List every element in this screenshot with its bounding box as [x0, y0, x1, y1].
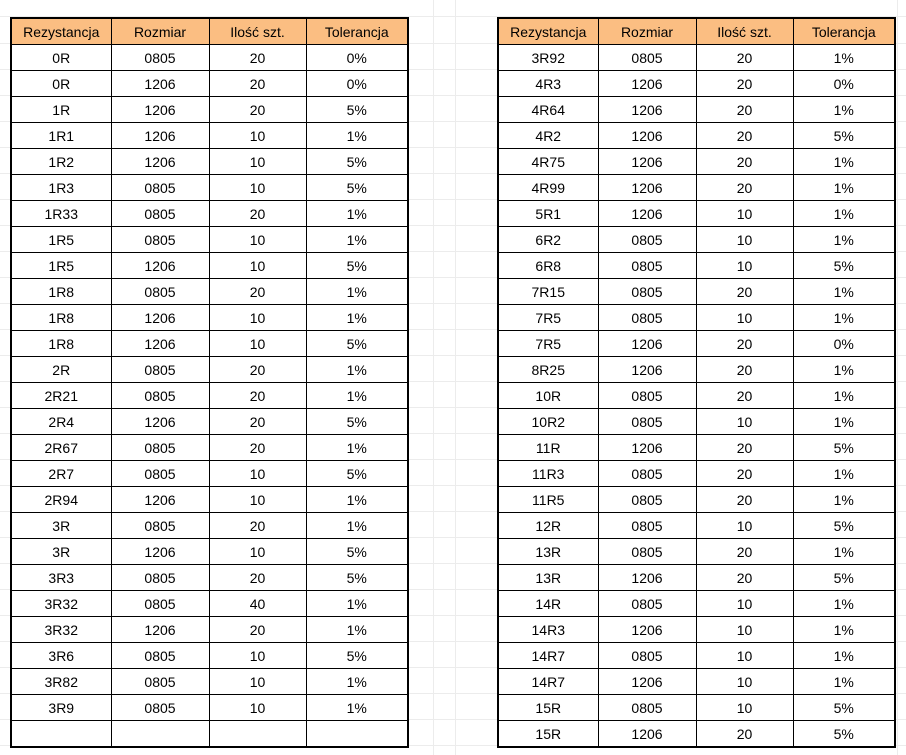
table-row	[498, 201, 895, 227]
table-row	[11, 71, 408, 97]
table-row	[11, 331, 408, 357]
cell: 10	[696, 513, 793, 539]
spreadsheet-gridline-vertical	[433, 0, 434, 755]
cell: 20	[696, 565, 793, 591]
table-row	[498, 721, 895, 748]
cell: 1206	[111, 71, 209, 97]
table-row	[498, 617, 895, 643]
cell: 1%	[306, 227, 408, 253]
cell: 13R	[498, 539, 598, 565]
cell: 10	[209, 149, 306, 175]
table-row	[11, 175, 408, 201]
cell: 15R	[498, 695, 598, 721]
cell: 0%	[793, 331, 895, 357]
cell: 10R2	[498, 409, 598, 435]
column-header: Rezystancja	[11, 18, 111, 45]
cell: 1%	[306, 279, 408, 305]
cell: 0805	[111, 695, 209, 721]
cell: 1206	[598, 71, 696, 97]
cell: 5%	[306, 253, 408, 279]
table-row	[11, 201, 408, 227]
header-row	[11, 18, 408, 45]
table-row	[498, 175, 895, 201]
cell: 20	[209, 383, 306, 409]
table-row	[11, 227, 408, 253]
cell: 1206	[111, 123, 209, 149]
cell: 1%	[793, 539, 895, 565]
cell: 1206	[598, 357, 696, 383]
cell: 1206	[111, 331, 209, 357]
cell: 5%	[306, 331, 408, 357]
cell: 20	[696, 487, 793, 513]
cell: 10	[209, 669, 306, 695]
cell: 1R5	[11, 253, 111, 279]
cell: 10	[209, 253, 306, 279]
cell: 0R	[11, 45, 111, 71]
table-row	[11, 123, 408, 149]
column-header: Ilość szt.	[209, 18, 306, 45]
cell: 1206	[111, 149, 209, 175]
cell: 10	[209, 487, 306, 513]
spreadsheet-gridline-vertical	[455, 0, 456, 755]
cell: 3R9	[11, 695, 111, 721]
cell: 0805	[598, 539, 696, 565]
cell: 1%	[306, 383, 408, 409]
cell: 11R	[498, 435, 598, 461]
cell: 0805	[598, 305, 696, 331]
cell: 4R3	[498, 71, 598, 97]
cell	[306, 721, 408, 748]
cell: 20	[696, 45, 793, 71]
table-row	[498, 565, 895, 591]
cell: 1206	[598, 331, 696, 357]
column-header: Tolerancja	[306, 18, 408, 45]
cell: 4R75	[498, 149, 598, 175]
cell: 0%	[793, 71, 895, 97]
cell: 20	[209, 45, 306, 71]
cell: 40	[209, 591, 306, 617]
cell: 20	[696, 149, 793, 175]
cell: 1R	[11, 97, 111, 123]
cell: 20	[209, 617, 306, 643]
cell: 1%	[793, 487, 895, 513]
cell: 20	[696, 435, 793, 461]
cell: 14R7	[498, 669, 598, 695]
cell: 10	[209, 123, 306, 149]
cell: 0805	[598, 227, 696, 253]
cell: 1%	[306, 695, 408, 721]
cell: 1R33	[11, 201, 111, 227]
cell: 0805	[111, 461, 209, 487]
table-row	[498, 591, 895, 617]
cell: 1206	[111, 409, 209, 435]
cell: 1206	[111, 487, 209, 513]
table-row	[11, 643, 408, 669]
table-row	[498, 695, 895, 721]
cell: 15R	[498, 721, 598, 748]
cell: 3R32	[11, 617, 111, 643]
column-header: Rozmiar	[598, 18, 696, 45]
table-row	[498, 435, 895, 461]
table-row	[498, 45, 895, 71]
cell: 0805	[598, 643, 696, 669]
cell: 0805	[111, 357, 209, 383]
table-row	[11, 591, 408, 617]
cell: 0805	[111, 175, 209, 201]
cell: 12R	[498, 513, 598, 539]
cell: 5%	[306, 175, 408, 201]
table-row	[11, 357, 408, 383]
cell: 20	[696, 383, 793, 409]
cell: 1R2	[11, 149, 111, 175]
cell: 20	[696, 331, 793, 357]
cell: 5%	[793, 721, 895, 748]
cell: 0805	[111, 513, 209, 539]
cell: 10	[696, 695, 793, 721]
resistor-table-left	[10, 17, 409, 748]
cell: 2R7	[11, 461, 111, 487]
cell: 3R32	[11, 591, 111, 617]
cell: 1206	[598, 617, 696, 643]
cell: 20	[696, 71, 793, 97]
cell: 5%	[793, 435, 895, 461]
cell: 11R5	[498, 487, 598, 513]
cell: 1%	[793, 149, 895, 175]
cell: 0805	[598, 695, 696, 721]
table-row	[11, 669, 408, 695]
cell: 5%	[306, 409, 408, 435]
cell: 1%	[793, 175, 895, 201]
table-row	[498, 149, 895, 175]
cell: 2R94	[11, 487, 111, 513]
cell: 0805	[598, 461, 696, 487]
table-row	[498, 71, 895, 97]
cell: 1%	[793, 227, 895, 253]
cell: 20	[696, 97, 793, 123]
table-row	[11, 435, 408, 461]
cell: 2R	[11, 357, 111, 383]
cell: 2R4	[11, 409, 111, 435]
table-row	[498, 383, 895, 409]
cell: 0R	[11, 71, 111, 97]
cell: 2R67	[11, 435, 111, 461]
cell: 14R	[498, 591, 598, 617]
cell: 0805	[111, 591, 209, 617]
cell: 1206	[598, 435, 696, 461]
cell: 3R3	[11, 565, 111, 591]
cell: 10	[696, 669, 793, 695]
cell: 20	[209, 279, 306, 305]
cell: 0805	[598, 279, 696, 305]
table-row	[11, 617, 408, 643]
resistor-table-right	[497, 17, 896, 748]
cell: 1206	[598, 97, 696, 123]
cell: 5%	[306, 149, 408, 175]
cell: 1%	[793, 97, 895, 123]
cell: 1%	[793, 461, 895, 487]
cell: 10	[696, 305, 793, 331]
cell: 0805	[111, 383, 209, 409]
cell: 11R3	[498, 461, 598, 487]
table-row	[498, 279, 895, 305]
cell: 1R8	[11, 305, 111, 331]
cell: 0805	[598, 513, 696, 539]
cell: 1%	[306, 305, 408, 331]
cell: 6R8	[498, 253, 598, 279]
cell: 10	[209, 539, 306, 565]
cell: 5%	[306, 565, 408, 591]
column-header: Rezystancja	[498, 18, 598, 45]
cell: 1%	[793, 45, 895, 71]
cell: 5%	[793, 565, 895, 591]
cell: 0805	[111, 669, 209, 695]
table-row	[11, 539, 408, 565]
cell: 1206	[598, 175, 696, 201]
cell: 0805	[111, 279, 209, 305]
cell: 0805	[598, 487, 696, 513]
table-row	[498, 253, 895, 279]
cell: 10	[696, 409, 793, 435]
table-row	[11, 565, 408, 591]
table-row	[11, 409, 408, 435]
cell: 1%	[793, 201, 895, 227]
cell: 10	[209, 227, 306, 253]
cell: 1%	[306, 357, 408, 383]
column-header: Ilość szt.	[696, 18, 793, 45]
cell: 1206	[111, 617, 209, 643]
cell: 20	[696, 461, 793, 487]
cell	[209, 721, 306, 748]
cell: 20	[209, 565, 306, 591]
cell: 10	[209, 331, 306, 357]
cell: 20	[696, 539, 793, 565]
cell: 20	[696, 175, 793, 201]
table-row	[498, 97, 895, 123]
cell: 20	[209, 357, 306, 383]
cell: 0805	[111, 643, 209, 669]
cell: 5%	[306, 643, 408, 669]
cell: 1%	[793, 383, 895, 409]
cell: 20	[696, 123, 793, 149]
spreadsheet-gridline-vertical	[897, 0, 898, 755]
cell: 5%	[306, 539, 408, 565]
cell: 0%	[306, 45, 408, 71]
cell: 10	[209, 305, 306, 331]
cell: 1%	[793, 617, 895, 643]
cell: 20	[209, 409, 306, 435]
cell: 5%	[793, 253, 895, 279]
cell: 3R92	[498, 45, 598, 71]
cell: 5%	[306, 461, 408, 487]
cell: 0805	[111, 435, 209, 461]
cell: 10	[696, 643, 793, 669]
cell: 5%	[793, 513, 895, 539]
cell: 1206	[111, 539, 209, 565]
cell: 0805	[598, 383, 696, 409]
cell: 10	[696, 253, 793, 279]
table-row	[498, 513, 895, 539]
cell: 1%	[306, 487, 408, 513]
table-row	[11, 721, 408, 748]
cell: 4R2	[498, 123, 598, 149]
cell: 13R	[498, 565, 598, 591]
cell: 10	[696, 591, 793, 617]
cell: 1206	[598, 669, 696, 695]
cell: 10	[696, 227, 793, 253]
table-row	[11, 695, 408, 721]
cell: 3R6	[11, 643, 111, 669]
cell: 1%	[306, 123, 408, 149]
cell: 1%	[793, 591, 895, 617]
table-row	[11, 513, 408, 539]
table-row	[498, 305, 895, 331]
cell: 1%	[793, 305, 895, 331]
table-row	[498, 331, 895, 357]
table-row	[11, 149, 408, 175]
cell: 1%	[793, 669, 895, 695]
cell: 1206	[598, 565, 696, 591]
cell: 1%	[793, 409, 895, 435]
cell: 1206	[598, 201, 696, 227]
cell: 10R	[498, 383, 598, 409]
cell: 4R99	[498, 175, 598, 201]
table-row	[498, 357, 895, 383]
cell: 1%	[306, 201, 408, 227]
column-header: Tolerancja	[793, 18, 895, 45]
table-row	[498, 227, 895, 253]
cell: 1%	[793, 643, 895, 669]
cell: 6R2	[498, 227, 598, 253]
table-row	[498, 487, 895, 513]
cell: 1206	[598, 123, 696, 149]
cell: 0805	[598, 45, 696, 71]
cell: 1206	[598, 721, 696, 748]
table-row	[11, 487, 408, 513]
cell: 0805	[111, 201, 209, 227]
cell: 1R1	[11, 123, 111, 149]
cell: 14R3	[498, 617, 598, 643]
cell: 0%	[306, 71, 408, 97]
cell: 5%	[306, 97, 408, 123]
table-row	[498, 461, 895, 487]
cell: 20	[209, 97, 306, 123]
cell: 1R3	[11, 175, 111, 201]
table-row	[11, 253, 408, 279]
cell: 10	[209, 461, 306, 487]
table-row	[11, 279, 408, 305]
cell: 14R7	[498, 643, 598, 669]
cell: 4R64	[498, 97, 598, 123]
cell: 1R8	[11, 331, 111, 357]
table-row	[11, 461, 408, 487]
cell: 0805	[111, 565, 209, 591]
cell: 8R25	[498, 357, 598, 383]
cell: 7R5	[498, 305, 598, 331]
cell: 0805	[111, 45, 209, 71]
cell: 1%	[793, 279, 895, 305]
table-row	[498, 409, 895, 435]
table-row	[11, 45, 408, 71]
cell: 10	[696, 617, 793, 643]
cell: 5R1	[498, 201, 598, 227]
cell: 3R	[11, 513, 111, 539]
cell: 0805	[111, 227, 209, 253]
cell: 10	[209, 695, 306, 721]
table-row	[11, 97, 408, 123]
table-row	[498, 669, 895, 695]
cell: 20	[696, 357, 793, 383]
cell: 20	[696, 279, 793, 305]
cell	[111, 721, 209, 748]
cell: 3R	[11, 539, 111, 565]
cell: 1R5	[11, 227, 111, 253]
cell: 10	[209, 643, 306, 669]
cell: 1%	[306, 617, 408, 643]
column-header: Rozmiar	[111, 18, 209, 45]
table-row	[11, 305, 408, 331]
cell: 10	[696, 201, 793, 227]
cell: 2R21	[11, 383, 111, 409]
table-row	[498, 643, 895, 669]
cell: 0805	[598, 253, 696, 279]
cell: 1206	[111, 253, 209, 279]
cell: 0805	[598, 591, 696, 617]
cell: 1%	[306, 435, 408, 461]
cell: 1%	[793, 357, 895, 383]
cell: 1206	[598, 149, 696, 175]
cell: 7R15	[498, 279, 598, 305]
table-row	[11, 383, 408, 409]
cell: 1%	[306, 513, 408, 539]
header-row	[498, 18, 895, 45]
cell: 1%	[306, 591, 408, 617]
cell: 5%	[793, 123, 895, 149]
cell: 10	[209, 175, 306, 201]
cell: 20	[209, 71, 306, 97]
cell: 3R82	[11, 669, 111, 695]
cell: 1%	[306, 669, 408, 695]
cell: 0805	[598, 409, 696, 435]
cell: 5%	[793, 695, 895, 721]
cell: 20	[209, 201, 306, 227]
cell: 1206	[111, 97, 209, 123]
table-row	[498, 123, 895, 149]
cell: 20	[209, 513, 306, 539]
cell: 7R5	[498, 331, 598, 357]
cell: 20	[209, 435, 306, 461]
cell: 20	[696, 721, 793, 748]
cell: 1R8	[11, 279, 111, 305]
cell	[11, 721, 111, 748]
table-row	[498, 539, 895, 565]
cell: 1206	[111, 305, 209, 331]
